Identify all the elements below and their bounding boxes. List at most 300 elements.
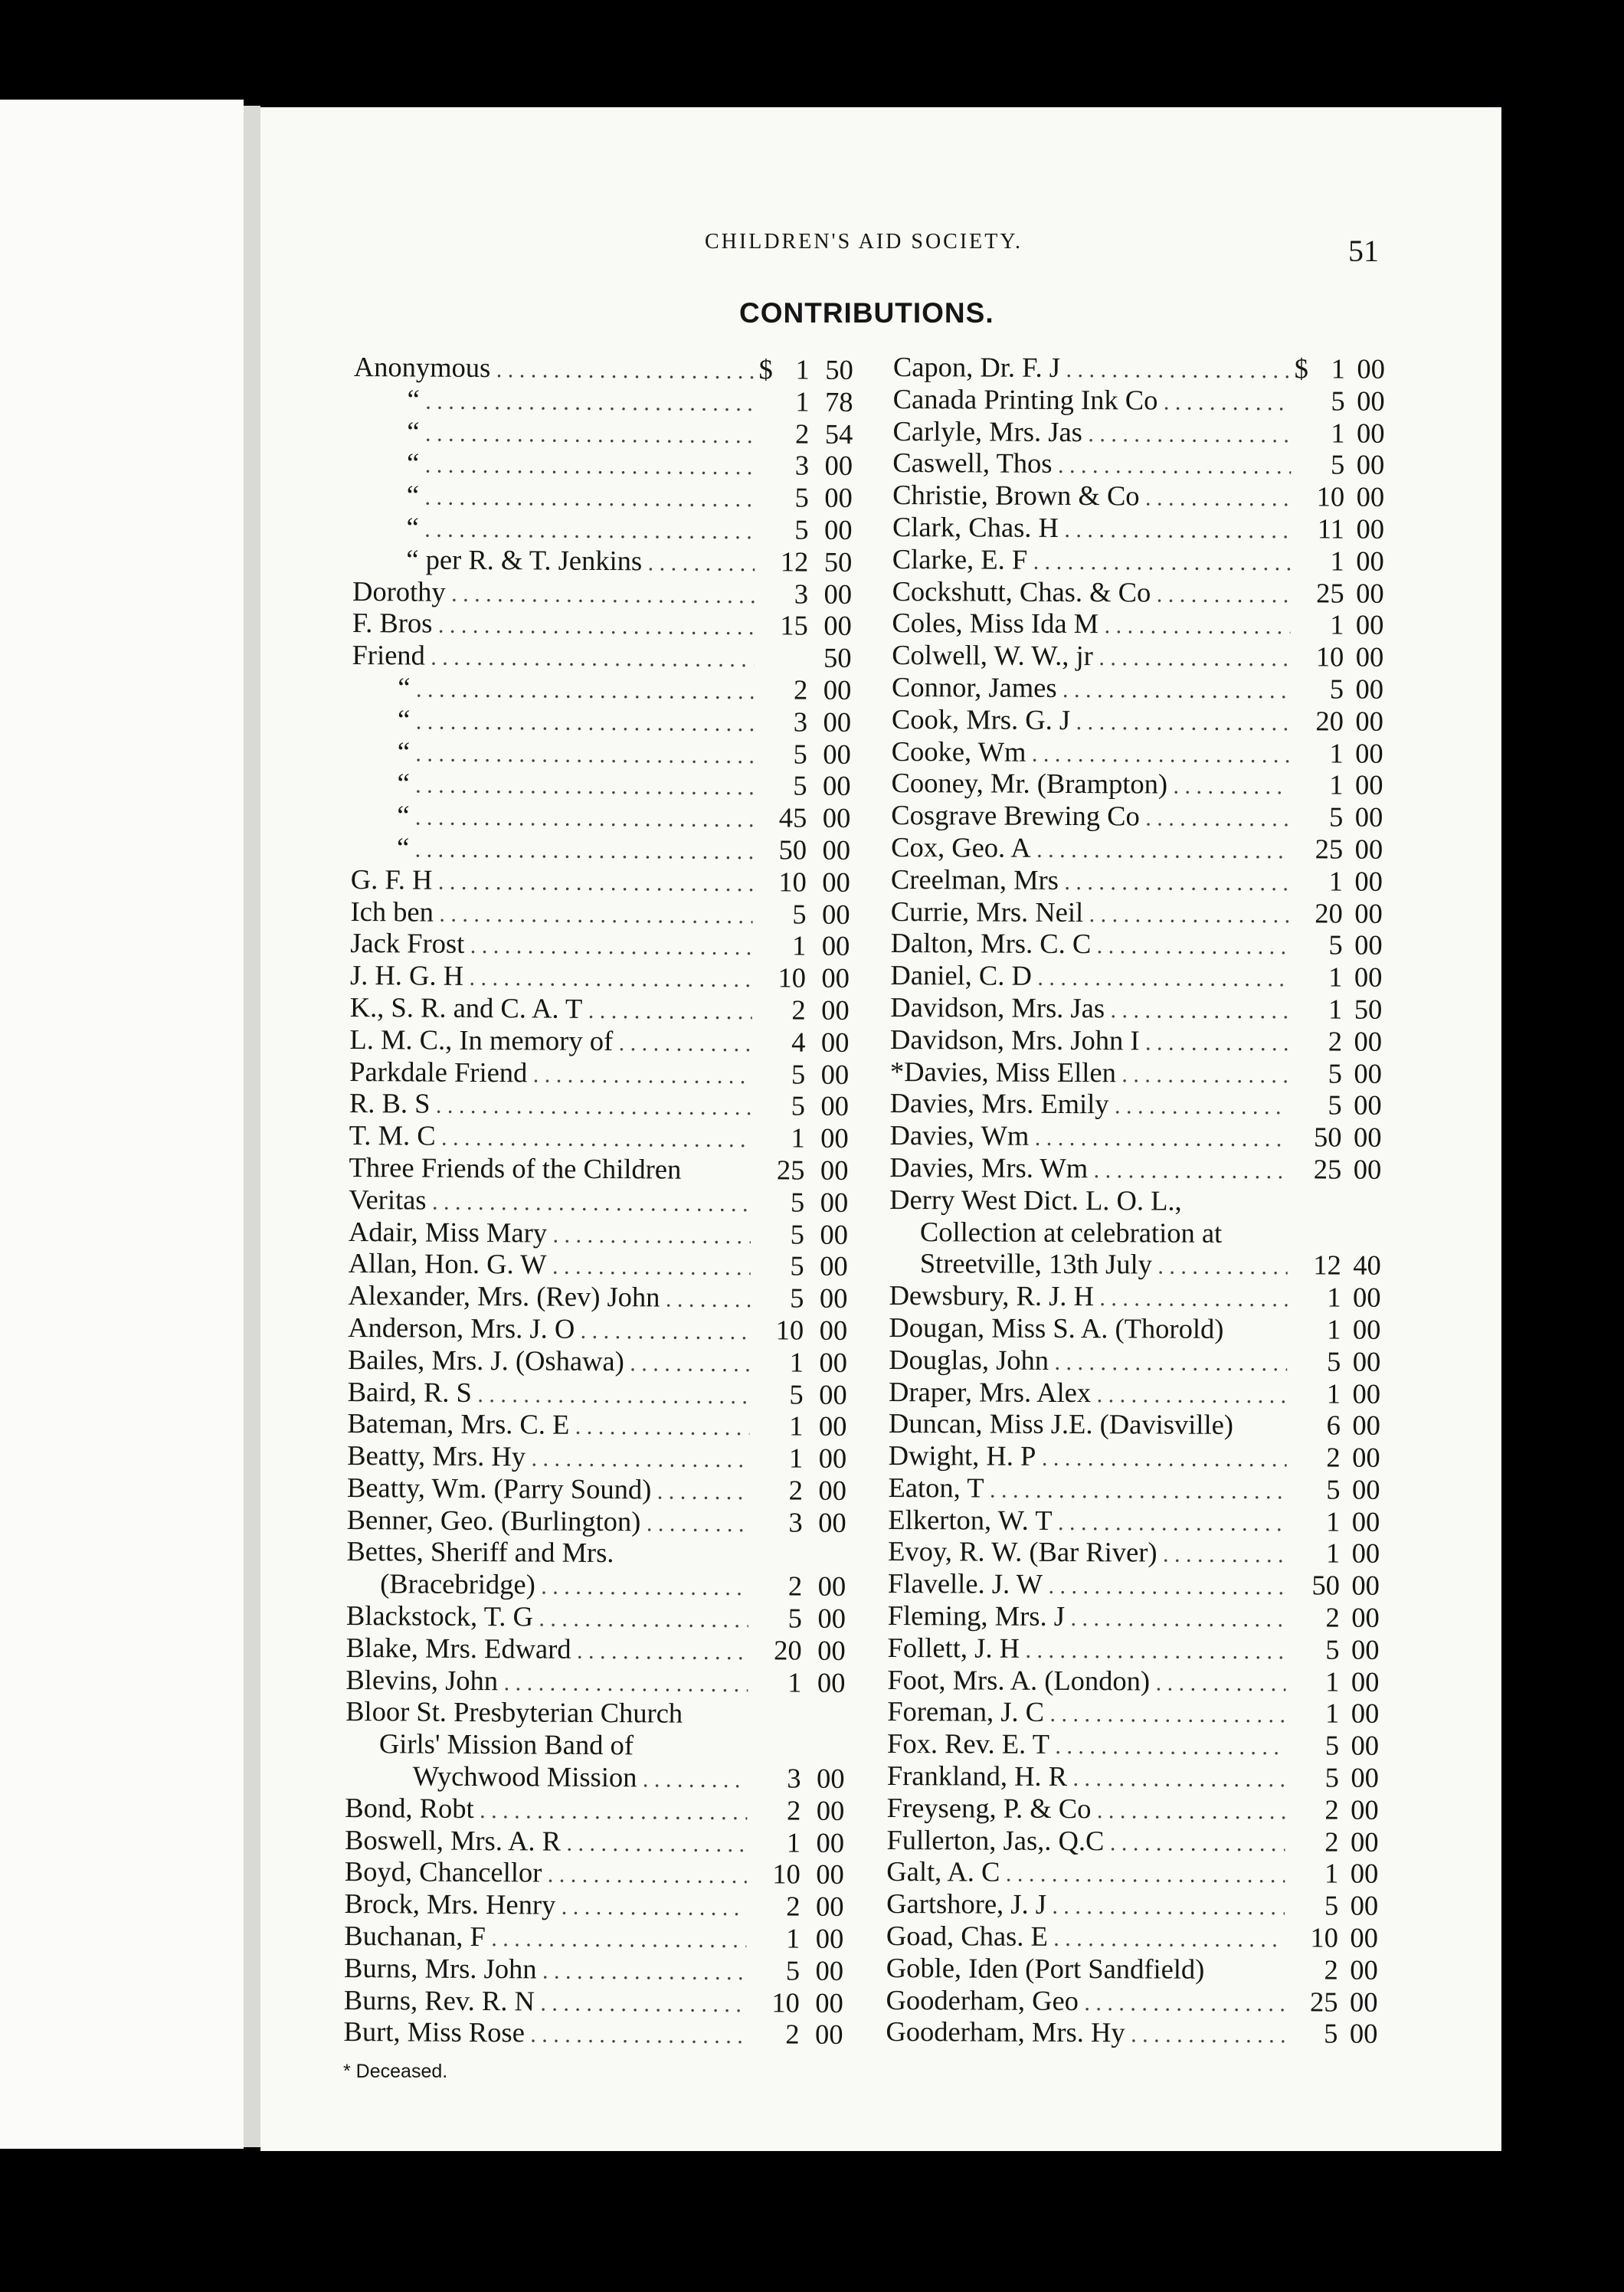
amount-cents: 00 <box>1351 1505 1380 1537</box>
contributor-name: Ich ben . . . <box>350 896 752 932</box>
amount-dollars: 1 <box>1326 1505 1341 1537</box>
amount-dollars: 5 <box>1329 673 1344 705</box>
contribution-row <box>890 1056 1396 1090</box>
amount-cents: 00 <box>1354 768 1383 801</box>
contribution-row <box>344 1920 844 1955</box>
amount-cents: 00 <box>824 481 853 514</box>
contributor-name: Cooke, Wm . . . <box>892 735 1290 771</box>
contributor-name: “ . . . <box>353 479 755 516</box>
contributor-name: Dewsbury, R. J. H . . . <box>889 1279 1288 1315</box>
amount-cents: 00 <box>1353 1121 1382 1153</box>
amount-dollars: 5 <box>1324 1889 1339 1921</box>
contribution-row <box>891 896 1396 930</box>
amount-dollars: 1 <box>1325 1537 1341 1570</box>
contributor-name: Clarke, E. F . . . <box>892 543 1291 579</box>
contributor-name: Dorothy . . . <box>352 575 755 612</box>
amount-cents: 00 <box>1354 897 1383 929</box>
page-title: CONTRIBUTIONS. <box>739 297 994 329</box>
amount-cents: 00 <box>1353 1281 1381 1313</box>
contributor-name: Carlyle, Mrs. Jas . . . <box>892 415 1291 451</box>
amount-dollars: 1 <box>788 1442 804 1474</box>
amount-cents: 00 <box>1354 1025 1383 1057</box>
contribution-row <box>344 1855 844 1891</box>
contributor-name: Jack Frost . . . <box>350 927 752 964</box>
amount-dollars: 1 <box>787 1666 802 1698</box>
amount-dollars: 1 <box>791 1121 805 1154</box>
contribution-row <box>892 671 1397 706</box>
amount-dollars: 5 <box>1326 1345 1341 1377</box>
amount-cents: 00 <box>817 1570 846 1603</box>
contribution-row <box>349 1183 849 1219</box>
amount-dollars: 1 <box>1329 768 1344 801</box>
amount-dollars: 3 <box>794 578 809 610</box>
contributor-name: Creelman, Mrs . . . <box>891 863 1289 899</box>
contribution-row <box>349 959 850 994</box>
contributor-name: Blake, Mrs. Edward . . . <box>346 1632 748 1668</box>
contribution-row <box>349 1087 850 1122</box>
amount-dollars: 5 <box>1329 801 1344 833</box>
contribution-row <box>352 671 852 706</box>
contributor-name: Bateman, Mrs. C. E . . . <box>347 1407 749 1444</box>
contributor-name: G. F. H . . . <box>351 863 753 900</box>
amount-dollars: 5 <box>793 738 807 770</box>
amount-dollars: 1 <box>1324 1857 1339 1890</box>
amount-dollars: 1 <box>1328 993 1343 1025</box>
amount-cents: 00 <box>1351 1793 1379 1825</box>
amount-dollars: 2 <box>1325 1601 1340 1633</box>
amount-dollars: 2 <box>1324 1953 1338 1986</box>
contributor-name: Bond, Robt . . . <box>345 1792 747 1829</box>
amount-dollars: 20 <box>774 1634 802 1666</box>
amount-cents: 00 <box>1351 1569 1380 1602</box>
contributor-name: Davidson, Mrs. John I . . . <box>890 1023 1288 1059</box>
contribution-row <box>889 1184 1395 1218</box>
contributor-name: Connor, James . . . <box>892 671 1290 707</box>
amount-dollars: 2 <box>786 1794 801 1826</box>
amount-dollars: 2 <box>1328 1025 1343 1057</box>
amount-dollars: 4 <box>791 1026 806 1058</box>
contributor-name: Fox. Rev. E. T . . . <box>887 1727 1285 1763</box>
footnote: * Deceased. <box>343 2061 448 2082</box>
contributor-name: Elkerton, W. T . . . <box>888 1504 1286 1540</box>
contributor-name: Cox, Geo. A . . . <box>891 831 1289 867</box>
amount-cents: 00 <box>1351 1473 1380 1505</box>
contributor-name: Clark, Chas. H . . . <box>892 511 1291 547</box>
amount-cents: 00 <box>1355 673 1384 705</box>
amount-dollars: 25 <box>1315 833 1344 865</box>
amount-cents: 00 <box>1354 833 1383 865</box>
contributor-name: Parkdale Friend . . . <box>349 1056 751 1092</box>
amount-cents: 00 <box>820 1121 849 1154</box>
contribution-row <box>886 1824 1392 1858</box>
contribution-row <box>891 927 1396 961</box>
contributor-name: Beatty, Wm. (Parry Sound) . . . <box>347 1472 749 1508</box>
amount-cents: 00 <box>1350 1986 1378 2018</box>
contribution-row <box>890 959 1396 994</box>
amount-cents: 00 <box>817 1634 846 1666</box>
amount-dollars: 5 <box>1328 928 1343 961</box>
amount-cents: 00 <box>822 801 851 834</box>
contribution-row <box>348 1247 848 1282</box>
amount-dollars: 5 <box>792 898 807 930</box>
amount-dollars: 1 <box>785 1922 801 1954</box>
contribution-row <box>891 863 1396 898</box>
amount-dollars: 5 <box>794 481 809 513</box>
contributor-name: Dalton, Mrs. C. C . . . <box>891 927 1289 963</box>
contribution-row <box>352 639 852 674</box>
contributor-name: Cockshutt, Chas. & Co . . . <box>892 575 1291 611</box>
contributor-name: L. M. C., In memory of . . . <box>349 1023 751 1060</box>
contribution-row <box>887 1664 1393 1698</box>
amount-dollars: 5 <box>1324 1761 1339 1793</box>
amount-dollars: 1 <box>791 929 807 961</box>
contributor-name: Anderson, Mrs. J. O . . . <box>348 1311 750 1348</box>
amount-cents: 00 <box>1356 417 1385 449</box>
amount-cents: 00 <box>1356 545 1384 577</box>
contribution-row <box>349 990 850 1026</box>
contribution-row <box>891 767 1396 801</box>
contribution-row <box>892 703 1397 738</box>
contribution-row <box>889 1439 1394 1474</box>
contributor-name: F. Bros . . . <box>352 607 755 643</box>
contributor-name: Collection at celebration at <box>919 1215 1223 1249</box>
contributor-name: Canada Printing Ink Co . . . <box>893 383 1292 419</box>
contributor-name: Boyd, Chancellor . . . <box>345 1855 747 1892</box>
amount-dollars: 1 <box>1328 865 1344 897</box>
contribution-row <box>345 1727 836 1763</box>
amount-dollars: 25 <box>1310 1986 1338 2018</box>
contribution-row <box>347 1343 848 1379</box>
contributor-name: Evoy, R. W. (Bar River) . . . <box>888 1535 1286 1571</box>
contribution-row <box>886 2015 1391 2050</box>
contribution-row <box>888 1535 1393 1570</box>
contributor-name: Gooderham, Mrs. Hy . . . <box>886 2015 1284 2051</box>
contribution-row <box>892 575 1398 610</box>
running-header: CHILDREN'S AID SOCIETY. <box>705 230 1023 254</box>
contributor-name: Duncan, Miss J.E. (Davisville) <box>888 1407 1234 1441</box>
amount-cents: 00 <box>1354 801 1383 833</box>
contribution-row <box>892 543 1398 578</box>
amount-dollars: 1 <box>1327 1313 1341 1345</box>
contributor-name: Goad, Chas. E . . . <box>886 1920 1285 1956</box>
amount-cents: 00 <box>1351 1729 1380 1762</box>
amount-dollars: 1 <box>1330 545 1344 577</box>
contributor-name: “ . . . <box>352 703 754 740</box>
amount-dollars: 15 <box>780 609 808 642</box>
contribution-row <box>352 511 853 546</box>
contribution-row <box>345 1791 845 1827</box>
amount-dollars: 25 <box>776 1154 805 1186</box>
contribution-row <box>343 1951 844 1987</box>
amount-cents: 00 <box>1352 1409 1380 1442</box>
amount-cents: 78 <box>824 385 853 417</box>
amount-cents: 00 <box>1355 609 1384 641</box>
contributions-left-column <box>343 351 853 2051</box>
amount-cents: 00 <box>820 1186 849 1218</box>
contribution-row <box>352 735 851 771</box>
amount-dollars: 1 <box>789 1410 804 1442</box>
contribution-row <box>345 1695 836 1730</box>
contribution-row <box>346 1471 847 1507</box>
amount-cents: 00 <box>1352 1377 1381 1410</box>
amount-cents: 00 <box>1350 1858 1379 1890</box>
amount-cents: 00 <box>821 994 850 1026</box>
amount-dollars: 5 <box>790 1218 805 1250</box>
contributor-name: Bailes, Mrs. J. (Oshawa) . . . <box>348 1344 750 1380</box>
contributor-name: Gooderham, Geo . . . <box>886 1984 1285 2020</box>
amount-cents: 00 <box>1350 1825 1379 1858</box>
amount-dollars: 5 <box>790 1282 804 1314</box>
contributor-name: Brock, Mrs. Henry . . . <box>344 1888 746 1924</box>
amount-cents: 00 <box>823 578 853 610</box>
contributor-name: Christie, Brown & Co . . . <box>892 479 1291 515</box>
contribution-row <box>888 1504 1393 1538</box>
contribution-row <box>889 1279 1395 1314</box>
amount-cents: 00 <box>1352 1441 1380 1473</box>
amount-dollars: 10 <box>1316 480 1345 512</box>
amount-dollars: 5 <box>787 1602 803 1634</box>
amount-dollars: 2 <box>1324 1793 1339 1825</box>
amount-cents: 00 <box>1351 1601 1380 1633</box>
contributor-name: Allan, Hon. G. W . . . <box>349 1247 751 1284</box>
amount-cents: 00 <box>823 513 853 545</box>
amount-cents: 00 <box>1350 1953 1378 1986</box>
amount-dollars: 1 <box>1330 608 1344 640</box>
contribution-row <box>886 1920 1392 1954</box>
contribution-row <box>892 511 1398 545</box>
page-number: 51 <box>1348 234 1379 268</box>
amount-dollars: 5 <box>791 1058 806 1090</box>
contribution-row <box>892 415 1398 450</box>
contribution-row <box>351 831 851 866</box>
contributor-name: Burns, Rev. R. N . . . <box>344 1984 746 2021</box>
amount-cents: 00 <box>819 1378 847 1410</box>
contributor-name: Three Friends of the Children <box>349 1151 682 1185</box>
amount-cents: 00 <box>1350 1889 1379 1922</box>
contribution-row <box>353 415 853 450</box>
amount-cents: 00 <box>1354 928 1383 961</box>
contribution-row <box>343 1983 843 2019</box>
amount-dollars: 10 <box>771 1986 800 2019</box>
amount-cents: 00 <box>1355 705 1383 737</box>
contribution-row <box>348 1311 848 1347</box>
contributor-name: “ . . . <box>351 831 753 868</box>
contributor-name: Adair, Miss Mary . . . <box>349 1215 751 1252</box>
contributions-right-column <box>886 351 1399 2050</box>
amount-dollars: 2 <box>786 1890 801 1922</box>
contribution-row <box>346 1567 846 1603</box>
amount-cents: 00 <box>823 738 851 770</box>
contribution-row <box>349 1055 850 1091</box>
amount-cents: 00 <box>1350 1921 1379 1953</box>
contributor-name: Streetville, 13th July . . . <box>889 1247 1288 1283</box>
contribution-row <box>887 1760 1393 1794</box>
contributor-name: Colwell, W. W., jr . . . <box>892 639 1290 675</box>
amount-dollars: 20 <box>1315 896 1343 929</box>
amount-cents: 00 <box>1356 512 1385 545</box>
amount-cents: 00 <box>819 1282 848 1315</box>
amount-cents: 00 <box>1351 1537 1380 1570</box>
amount-dollars: 12 <box>780 545 809 578</box>
contributor-name: K., S. R. and C. A. T . . . <box>350 991 752 1028</box>
amount-cents: 00 <box>817 1666 846 1698</box>
contribution-row <box>350 863 850 899</box>
amount-dollars: 5 <box>1331 448 1345 480</box>
contributor-name: Davies, Wm . . . <box>889 1119 1288 1155</box>
contributor-name: Foot, Mrs. A. (London) . . . <box>887 1664 1285 1700</box>
amount-dollars: 1 <box>1331 352 1345 385</box>
amount-cents: 00 <box>815 1890 844 1923</box>
contribution-row <box>890 991 1396 1026</box>
contribution-row <box>891 799 1396 833</box>
contributor-name: (Bracebridge) . . . <box>346 1567 748 1604</box>
amount-dollars: 2 <box>791 994 806 1026</box>
contribution-row <box>886 1984 1392 2019</box>
contributor-name: Veritas . . . <box>349 1184 751 1220</box>
amount-cents: 00 <box>817 1602 846 1635</box>
contribution-row <box>892 639 1397 673</box>
contributor-name: Davidson, Mrs. Jas . . . <box>890 991 1288 1027</box>
amount-cents: 54 <box>824 417 853 450</box>
amount-cents: 00 <box>1351 1761 1379 1793</box>
contributor-name: R. B. S . . . <box>349 1087 751 1124</box>
contributor-name: Fullerton, Jas,. Q.C . . . <box>886 1824 1285 1860</box>
contribution-row <box>347 1375 847 1410</box>
amount-cents: 00 <box>1353 1153 1382 1185</box>
amount-cents: 00 <box>818 1410 847 1442</box>
amount-dollars: 5 <box>1324 1729 1340 1761</box>
amount-dollars: 5 <box>1324 2017 1338 2049</box>
contribution-row <box>888 1599 1393 1634</box>
amount-cents: 00 <box>820 1218 849 1250</box>
amount-cents: 00 <box>824 450 853 482</box>
contributor-name: Dwight, H. P . . . <box>889 1439 1287 1475</box>
contributor-name: Boswell, Mrs. A. R . . . <box>345 1824 747 1861</box>
amount-dollars: 5 <box>1328 1089 1342 1121</box>
amount-dollars: 5 <box>793 769 807 801</box>
contributor-name: Currie, Mrs. Neil . . . <box>891 896 1289 932</box>
contributor-name: Caswell, Thos . . . <box>892 447 1291 483</box>
amount-dollars: 6 <box>1326 1409 1341 1441</box>
contribution-row <box>889 1407 1394 1442</box>
amount-cents: 00 <box>821 898 850 930</box>
amount-dollars: 2 <box>1326 1441 1341 1473</box>
dollar-sign: $ <box>758 353 773 385</box>
amount-dollars: 1 <box>1325 1665 1340 1698</box>
contributor-name: Beatty, Mrs. Hy . . . <box>347 1439 749 1476</box>
contribution-row <box>345 1599 846 1635</box>
amount-cents: 00 <box>1357 385 1385 417</box>
amount-cents: 00 <box>1351 1665 1380 1698</box>
contribution-row <box>889 1247 1395 1282</box>
contribution-row <box>349 1023 850 1059</box>
amount-dollars: 1 <box>1328 961 1343 993</box>
amount-dollars: 2 <box>793 673 808 706</box>
amount-cents: 00 <box>1356 480 1385 512</box>
contribution-row <box>890 1087 1396 1121</box>
contributor-name: Burns, Mrs. John . . . <box>344 1952 746 1989</box>
amount-cents: 50 <box>1354 993 1383 1025</box>
contributor-name: Galt, A. C . . . <box>886 1855 1285 1891</box>
contributor-name: “ . . . <box>353 415 755 452</box>
contribution-row <box>889 1119 1395 1154</box>
contributor-name: “ . . . <box>351 799 753 836</box>
contributor-name: Coles, Miss Ida M . . . <box>892 607 1290 643</box>
amount-cents: 00 <box>816 1826 845 1858</box>
contribution-row <box>893 351 1399 385</box>
contribution-row <box>887 1792 1393 1826</box>
contributor-name: Friend . . . <box>352 639 754 676</box>
contribution-row <box>350 927 850 962</box>
amount-cents: 00 <box>818 1442 847 1475</box>
amount-dollars: 10 <box>775 1314 804 1346</box>
contribution-row <box>349 1119 849 1154</box>
amount-cents: 00 <box>1354 1057 1382 1089</box>
amount-cents: 00 <box>820 1058 850 1090</box>
amount-cents: 00 <box>815 1922 844 1954</box>
contribution-row <box>353 383 853 418</box>
amount-dollars: 1 <box>1331 417 1345 449</box>
amount-cents: 00 <box>1356 449 1385 481</box>
amount-dollars: 5 <box>785 1954 801 1986</box>
amount-dollars: 5 <box>1325 1633 1340 1665</box>
contribution-row <box>888 1472 1393 1506</box>
contribution-row <box>886 1888 1392 1922</box>
amount-dollars: 10 <box>1310 1921 1339 1953</box>
amount-cents: 00 <box>822 833 851 866</box>
amount-dollars: 1 <box>786 1826 801 1858</box>
amount-cents: 00 <box>814 2019 843 2051</box>
contribution-row <box>352 607 852 642</box>
contributor-name: “ . . . <box>351 767 753 804</box>
amount-cents: 00 <box>816 1858 844 1891</box>
amount-dollars: 3 <box>793 706 808 738</box>
amount-cents: 00 <box>820 1154 849 1186</box>
amount-cents: 50 <box>823 545 853 578</box>
amount-cents: 50 <box>823 641 852 674</box>
contributor-name: Follett, J. H . . . <box>888 1632 1286 1668</box>
amount-dollars: 11 <box>1317 512 1345 545</box>
contribution-row <box>344 1888 844 1923</box>
contribution-row <box>346 1535 837 1570</box>
contributor-name: Davies, Mrs. Emily . . . <box>890 1087 1288 1123</box>
amount-dollars: 12 <box>1313 1249 1341 1281</box>
contributor-name: Bloor St. Presbyterian Church <box>345 1695 683 1730</box>
contributor-name: Cooney, Mr. (Brampton) . . . <box>891 767 1289 803</box>
contribution-row <box>892 607 1397 641</box>
amount-cents: 00 <box>1351 1633 1380 1665</box>
amount-cents: 00 <box>823 673 852 706</box>
contribution-row <box>347 1407 847 1442</box>
book-gutter <box>244 106 260 2147</box>
amount-dollars: 20 <box>1315 705 1344 737</box>
amount-dollars: 10 <box>1315 640 1344 673</box>
contribution-row <box>887 1727 1393 1762</box>
amount-cents: 00 <box>817 1762 845 1795</box>
contributor-name: “ per R. & T. Jenkins . . . <box>352 543 755 580</box>
contribution-row <box>889 1344 1394 1378</box>
contribution-row <box>346 1503 846 1539</box>
contribution-row <box>353 479 853 514</box>
contribution-row <box>353 447 853 482</box>
amount-dollars: 1 <box>795 353 810 385</box>
amount-cents: 00 <box>819 1346 848 1378</box>
contributor-name: Wychwood Mission . . . <box>345 1760 747 1796</box>
contributor-name: “ . . . <box>352 735 754 772</box>
amount-dollars: 5 <box>1328 1057 1342 1089</box>
amount-cents: 00 <box>821 930 850 962</box>
amount-cents: 00 <box>1354 865 1383 897</box>
